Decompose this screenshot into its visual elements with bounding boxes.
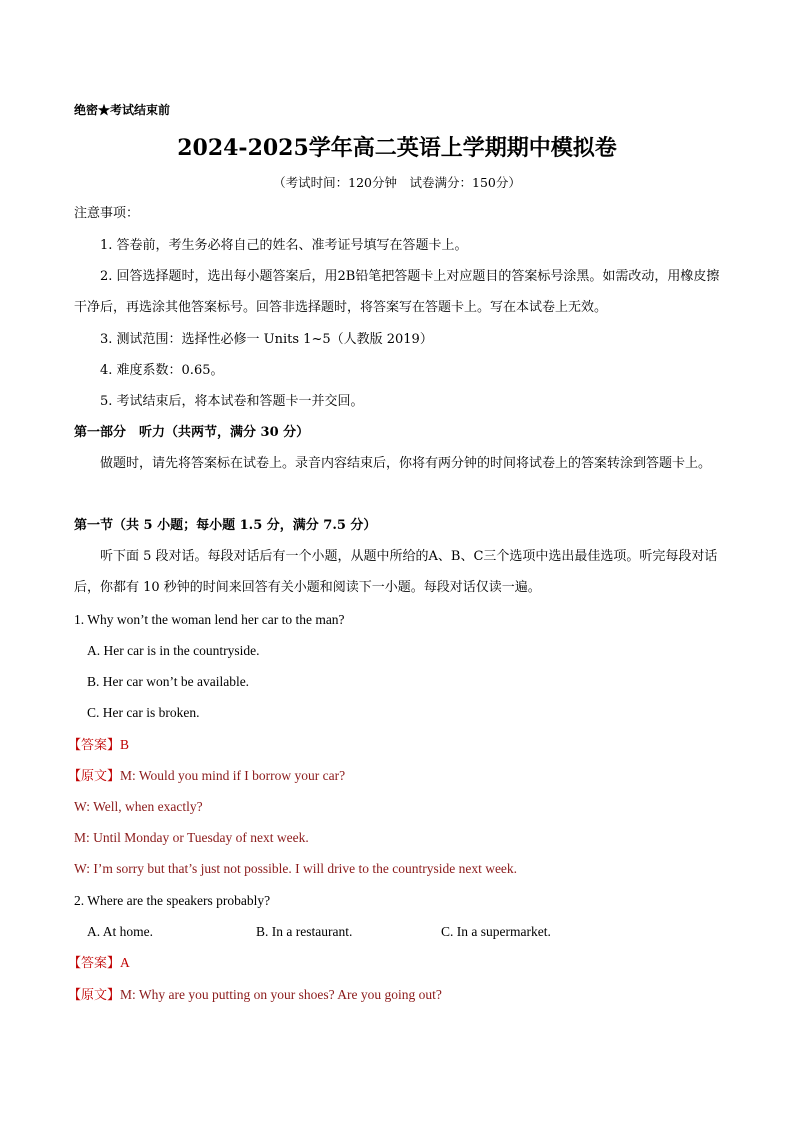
option: A. Her car is in the countryside.	[87, 643, 260, 658]
note-item: 2. 回答选择题时，选出每小题答案后，用2B铅笔把答题卡上对应题目的答案标号涂黑。如需改动，用橡皮擦干净后，再选涂其他答案标号。回答非选择题时，将答案写在答题卡上。写在本试卷上无效。	[74, 269, 720, 315]
part1-heading: 第一部分 听力（共两节，满分 30 分）	[74, 425, 310, 440]
option: C. Her car is broken.	[87, 705, 200, 720]
answer-label: 【答案】	[68, 956, 121, 971]
question-stem: 1. Why won’t the woman lend her car to the man?	[74, 612, 345, 627]
question-stem: 2. Where are the speakers probably?	[74, 893, 271, 908]
answer-row	[68, 736, 129, 755]
option: B. Her car won’t be available.	[87, 674, 250, 689]
section1-heading: 第一节（共 5 小题；每小题 1.5 分，满分 7.5 分）	[74, 518, 377, 533]
note-item: 5. 考试结束后，将本试卷和答题卡一并交回。	[100, 394, 364, 409]
exam-subtitle: （考试时间：120分钟 试卷满分：150分）	[273, 175, 521, 190]
part1-intro: 做题时，请先将答案标在试卷上。录音内容结束后，你将有两分钟的时间将试卷上的答案转涂到答题卡上。	[100, 456, 712, 471]
exam-title: 2024-2025学年高二英语上学期期中模拟卷	[177, 135, 617, 161]
option: A. At home.	[87, 924, 153, 939]
transcript-line: W: I’m sorry but that’s just not possible. I will drive to the countryside next week.	[74, 861, 518, 876]
option: C. In a supermarket.	[441, 924, 551, 939]
transcript-label: 【原文】	[68, 769, 121, 784]
answer-row	[68, 954, 130, 973]
transcript-line: M: Why are you putting on your shoes? Are you going out?	[120, 987, 442, 1002]
transcript-line: M: Until Monday or Tuesday of next week.	[74, 830, 309, 845]
section1-intro: 听下面 5 段对话。每段对话后有一个小题，从题中所给的A、B、C三个选项中选出最佳选项。听完每段对话后，你都有 10 秒钟的时间来回答有关小题和阅读下一小题。每段对话仅读一遍。	[74, 549, 718, 595]
transcript-row	[68, 986, 442, 1005]
note-item: 3. 测试范围：选择性必修一 Units 1~5（人教版 2019）	[100, 332, 433, 347]
note-item: 4. 难度系数：0.65。	[100, 363, 224, 378]
answer-value: A	[120, 955, 130, 970]
transcript-line: W: Well, when exactly?	[74, 799, 203, 814]
answer-value: B	[120, 737, 130, 752]
note-item: 1. 答卷前，考生务必将自己的姓名、准考证号填写在答题卡上。	[100, 238, 468, 253]
transcript-line: M: Would you mind if I borrow your car?	[120, 768, 346, 783]
answer-label: 【答案】	[68, 738, 121, 753]
confidential-label: 绝密★考试结束前	[74, 103, 171, 117]
transcript-label: 【原文】	[68, 988, 121, 1003]
option: B. In a restaurant.	[256, 924, 353, 939]
notes-heading: 注意事项：	[74, 206, 140, 221]
transcript-row	[68, 767, 345, 786]
